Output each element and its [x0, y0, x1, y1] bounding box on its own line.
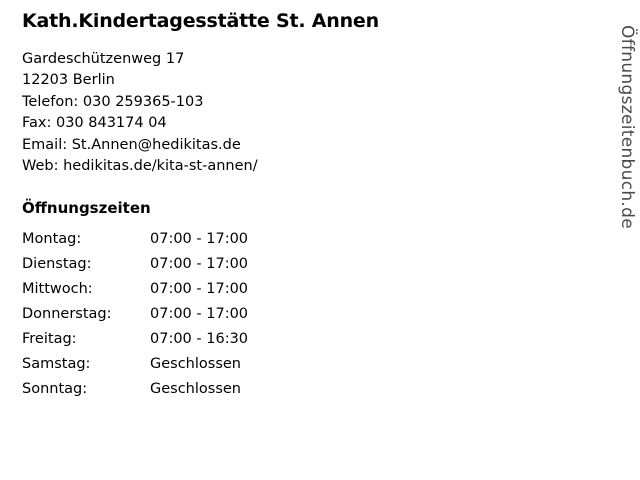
- table-row: [22, 231, 248, 256]
- address-line-city: 12203 Berlin: [22, 72, 115, 89]
- table-row: [22, 356, 248, 381]
- address-line-phone: Telefon: 030 259365-103: [22, 93, 204, 110]
- business-info-panel: [22, 10, 582, 406]
- day-label: Samstag:: [22, 355, 91, 372]
- day-label: Donnerstag:: [22, 305, 112, 322]
- day-label: Freitag:: [22, 330, 77, 347]
- address-line-fax: Fax: 030 843174 04: [22, 115, 167, 132]
- opening-hours-heading: Öffnungszeiten: [22, 198, 151, 217]
- day-hours: 07:00 - 17:00: [150, 305, 249, 322]
- day-hours: 07:00 - 17:00: [150, 230, 249, 247]
- day-label: Mittwoch:: [22, 280, 93, 297]
- day-hours: 07:00 - 17:00: [150, 255, 249, 272]
- address-line-web: Web: hedikitas.de/kita-st-annen/: [22, 158, 258, 175]
- table-row: [22, 281, 248, 306]
- day-label: Sonntag:: [22, 380, 88, 397]
- day-label: Dienstag:: [22, 255, 92, 272]
- day-hours: 07:00 - 16:30: [150, 330, 249, 347]
- table-row: [22, 306, 248, 331]
- table-row: [22, 331, 248, 356]
- day-hours: Geschlossen: [150, 355, 241, 372]
- table-row: [22, 381, 248, 406]
- page-title: Kath.Kindertagesstätte St. Annen: [22, 10, 379, 32]
- day-hours: Geschlossen: [150, 380, 241, 397]
- opening-hours-table: [22, 231, 248, 406]
- address-line-street: Gardeschützenweg 17: [22, 50, 185, 67]
- day-hours: 07:00 - 17:00: [150, 280, 249, 297]
- address-block: [22, 49, 582, 178]
- day-label: Montag:: [22, 230, 82, 247]
- watermark-label: Öffnungszeitenbuch.de: [617, 25, 637, 229]
- address-line-email: Email: St.Annen@hedikitas.de: [22, 136, 241, 153]
- watermark: [608, 0, 638, 480]
- table-row: [22, 256, 248, 281]
